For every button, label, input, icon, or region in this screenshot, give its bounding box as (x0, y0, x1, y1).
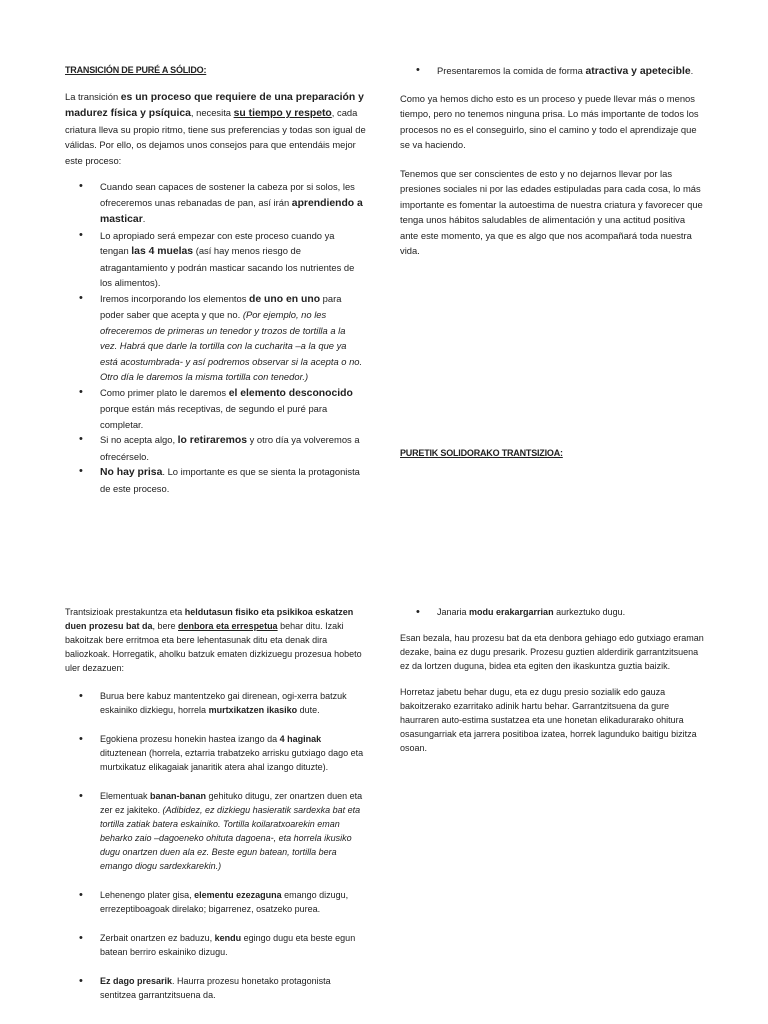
es-right-column (400, 63, 705, 259)
eu-paragraph-2: Horretaz jabetu behar dugu, eta ez dugu presio sozialik edo gauza bakoitzerako ezarritako adinik hartu behar. Garrantzitsuena da gure haurraren auto-estima sustatzea eta une honetan elikadurarako ohitura osasungarriak eta jarrera positiboa izatea, horrek lagunduko baitigu bizitza osoan. (400, 687, 697, 753)
es-intro-bold-2: su tiempo y respeto (233, 108, 332, 119)
list-item: • Lo apropiado será empezar con este proceso cuando ya tengan las 4 muelas (así hay menos riesgo de atragantamiento y podrán masticar sacando los nutrientes de los alimentos). (79, 228, 364, 291)
list-item: • Zerbait onartzen ez baduzu, kendu egingo dugu eta beste egun batean berriro eskainiko dizugu. (79, 931, 364, 959)
list-item: • Elementuak banan-banan gehituko ditugu, zer onartzen duen eta zer ez jakiteko. (Adibidez, ez dizkiegu hasieratik sardexka bat eta tortilla zatiak batera eskainiko. Tortilla koilaratxoarekin eman beharko zaio –dagoeneko ohituta dagoena-, eta horrela ikusiko dugu onartzen duen ala ez. Beste egun batean, tortilla bera emango diogu sardexkarekin.) (79, 789, 364, 873)
list-item: • Burua bere kabuz mantentzeko gai direnean, ogi-xerra batzuk eskainiko dizkiegu, horrela murtxikatzen ikasiko dute. (79, 689, 364, 717)
eu-paragraph-1: Esan bezala, hau prozesu bat da eta denbora gehiago edo gutxiago eraman dezake, baina ez dugu presarik. Prozesu guztien alderdirik garrantzitsuena ez da lortzen duguna, bidea eta egiten den ikaskuntza guztia baizik. (400, 633, 704, 671)
list-item: • Si no acepta algo, lo retiraremos y otro día ya volveremos a ofrecérselo. (79, 432, 364, 464)
es-paragraph-1: Como ya hemos dicho esto es un proceso y puede llevar más o menos tiempo, pero no tenemos ninguna prisa. Lo más importante de todos los procesos no es el conseguirlo, sino el camino y todo el aprendizaje que se va haciendo. (400, 92, 699, 150)
es-left-column (65, 63, 370, 496)
list-item: • Presentaremos la comida de forma atractiva y apetecible. (416, 63, 705, 80)
list-item: • Lehenengo plater gisa, elementu ezezaguna emango dizugu, errezeptiboagoak direlako; bigarrenez, osatzeko purea. (79, 888, 364, 916)
eu-intro-paragraph: Trantsizioak prestakuntza eta heldutasun fisiko eta psikikoa eskatzen duen prozesu bat da, bere denbora eta errespetua behar ditu. Izaki bakoitzak bere erritmoa eta bere lehentasunak ditu eta denak dira baliozkoak. Horregatik, aholku batzuk ematen dizkizuegu prozesua hobeto uler dezazuen: (65, 607, 362, 673)
list-item: • Como primer plato le daremos el elemento desconocido porque están más receptivas, de segundo el puré para completar. (79, 385, 364, 433)
eu-left-column (65, 605, 370, 1002)
es-right-list (416, 63, 705, 80)
list-item: • Cuando sean capaces de sostener la cabeza por si solos, les ofreceremos unas rebanadas de pan, así irán aprendiendo a masticar. (79, 179, 364, 228)
eu-section-title: PURETIK SOLIDORAKO TRANTSIZIOA: (400, 448, 563, 458)
es-intro-bold-1: es un proceso que requiere de una preparación y madurez física y psíquica (65, 91, 364, 119)
list-item: • Janaria modu erakargarrian aurkeztuko dugu. (416, 605, 705, 619)
list-item: • No hay prisa. Lo importante es que se sienta la protagonista de este proceso. (79, 464, 364, 496)
eu-right-list (416, 605, 705, 619)
es-intro-paragraph (65, 89, 370, 169)
es-intro-text-1: La transición (65, 90, 121, 102)
es-intro-text-3: , cada criatura lleva su propio ritmo, tiene sus preferencias y todas son igual de válidas. Por ello, os dejamos unos consejos para que entendáis mejor este proceso: (65, 107, 366, 166)
es-intro-text-2: , necesita (190, 107, 234, 118)
es-advice-list (79, 179, 364, 496)
es-paragraph-2: Tenemos que ser conscientes de esto y no dejarnos llevar por las presiones sociales ni por las edades estipuladas para cada cosa, lo más importante es fomentar la autoestima de nuestra criatura y favorecer que tenga unos hábitos saludables de alimentación y una actitud positiva ante este momento, ya que es algo que nos acompañará toda nuestra vida. (400, 167, 703, 256)
eu-advice-list (79, 689, 364, 1002)
es-section-title: TRANSICIÓN DE PURÉ A SÓLIDO: (65, 65, 207, 75)
eu-right-column (400, 605, 705, 755)
list-item: • Egokiena prozesu honekin hastea izango da 4 haginak dituztenean (horrela, eztarria trabatzeko arrisku gutxiago dago eta murtxikatuz elikagaiak janaritik atera ahal izango dituzte). (79, 732, 364, 774)
eu-title-block (400, 446, 705, 462)
list-item: • Ez dago presarik. Haurra prozesu honetako protagonista sentitzea garrantzitsuena da. (79, 974, 364, 1002)
list-item: • Iremos incorporando los elementos de uno en uno para poder saber que acepta y que no. (Por ejemplo, no les ofreceremos de primeras un tenedor y trozos de tortilla a la vez. Habrá que darle la tortilla con la cucharita –a la que ya está acostumbrada- y así podremos observar si la acepta o no. Otro día le daremos la misma tortilla con tenedor.) (79, 291, 364, 385)
